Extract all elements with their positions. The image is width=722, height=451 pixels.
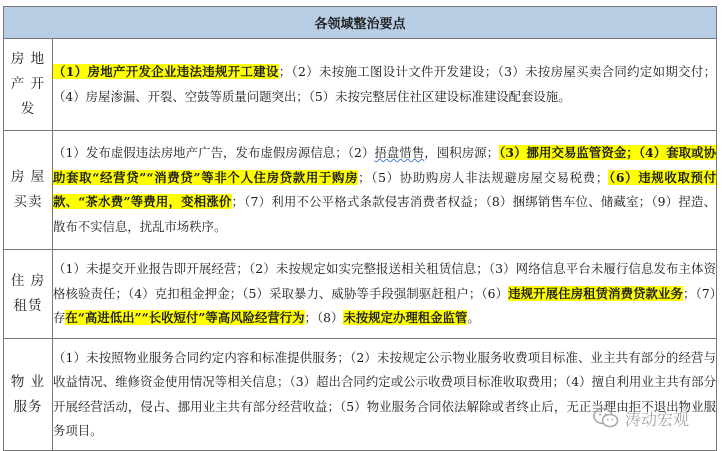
- category-label-line: 买卖: [13, 194, 43, 210]
- body-text: （1）未提交开业报告即开展经营；（2）未按规定如实完整报送相关租赁信息；（3）网络信息平台未履行信息发布主体资格核验责任；（4）克扣租金押金；（5）采取暴力、威胁等手段强制驱赶租户；（6）: [53, 261, 716, 301]
- watermark-text: 涛动宏观: [625, 409, 690, 429]
- body-text: ；（8）: [304, 310, 344, 326]
- category-label-line: 物 业: [10, 373, 46, 390]
- category-label-line: 房 地: [10, 51, 46, 67]
- body-text: （1）未按照物业服务合同约定内容和标准提供服务；（2）未按规定公示物业服务收费项目标准、业主共有部分的经营与收益情况、维修资金使用情况等相关信息；（3）超出合同约定或公示收费项目标准收取费用；（4）擅自利用业主共有部分开展经营活动，侵占、挪用业主共有部分经营收益；（5）物业服务合同依法解除或者终止后，无正当理由拒不退出物业服务项目。: [53, 349, 716, 438]
- underlined-text: 捂盘惜售: [374, 145, 425, 160]
- body-text: ，囤积房源；: [424, 145, 500, 160]
- table-row: [4, 339, 717, 451]
- category-cell: [4, 39, 53, 131]
- table-row: [4, 131, 717, 250]
- content-cell: [53, 131, 717, 250]
- highlighted-text: （6）违规收取预付款、“茶水费”等费用，变相涨价: [53, 169, 716, 209]
- highlighted-text: 违规开展住房租赁消费贷款业务: [508, 285, 684, 301]
- body-text: ；（7）利用不公平格式条款侵害消费者权益；（8）捆绑销售车位、储藏室；（9）捏造、散布不实信息，扰乱市场秩序。: [53, 194, 716, 234]
- content-cell: [53, 250, 717, 339]
- regulation-table: [3, 6, 717, 451]
- category-label-line: 房 屋: [10, 169, 46, 185]
- body-text: ；（7）存: [53, 285, 716, 326]
- category-label-line: 服务: [13, 398, 43, 415]
- category-cell: [4, 339, 53, 451]
- highlighted-text: （3）挪用交易监管资金；（4）套取或协助套取“经营贷”“消费贷”等非个人住房贷款用于购房: [53, 145, 717, 185]
- body-text: 。: [467, 310, 480, 326]
- wechat-icon: [593, 407, 619, 429]
- table-title: 各领域整治要点: [4, 7, 717, 39]
- highlighted-text: 未按规定办理租金监管: [343, 310, 468, 326]
- content-cell: [53, 339, 717, 451]
- content-cell: [53, 39, 717, 131]
- table-row: [4, 250, 717, 339]
- body-text: ；（2）未按施工图设计文件开发建设；（3）未按房屋买卖合同约定如期交付；（4）房屋渗漏、开裂、空鼓等质量问题突出；（5）未按完整居住社区建设标准建设配套设施。: [53, 64, 716, 104]
- highlighted-text: 在“高进低出”“长收短付”等高风险经营行为: [65, 310, 305, 326]
- watermark: [593, 404, 689, 432]
- category-label-line: 住 房: [10, 273, 46, 289]
- category-cell: [4, 250, 53, 339]
- category-label-line: 发: [20, 101, 36, 117]
- body-text: （1）发布虚假违法房地产广告，发布虚假房源信息；（2）: [53, 145, 375, 160]
- body-text: ；（5）协助购房人非法规避房屋交易税费；: [358, 169, 609, 185]
- category-label-line: 租赁: [13, 298, 43, 314]
- table-row: [4, 39, 717, 131]
- category-cell: [4, 131, 53, 250]
- category-label-line: 产 开: [10, 76, 46, 92]
- highlighted-text: （1）房地产开发企业违法违规开工建设: [53, 64, 279, 79]
